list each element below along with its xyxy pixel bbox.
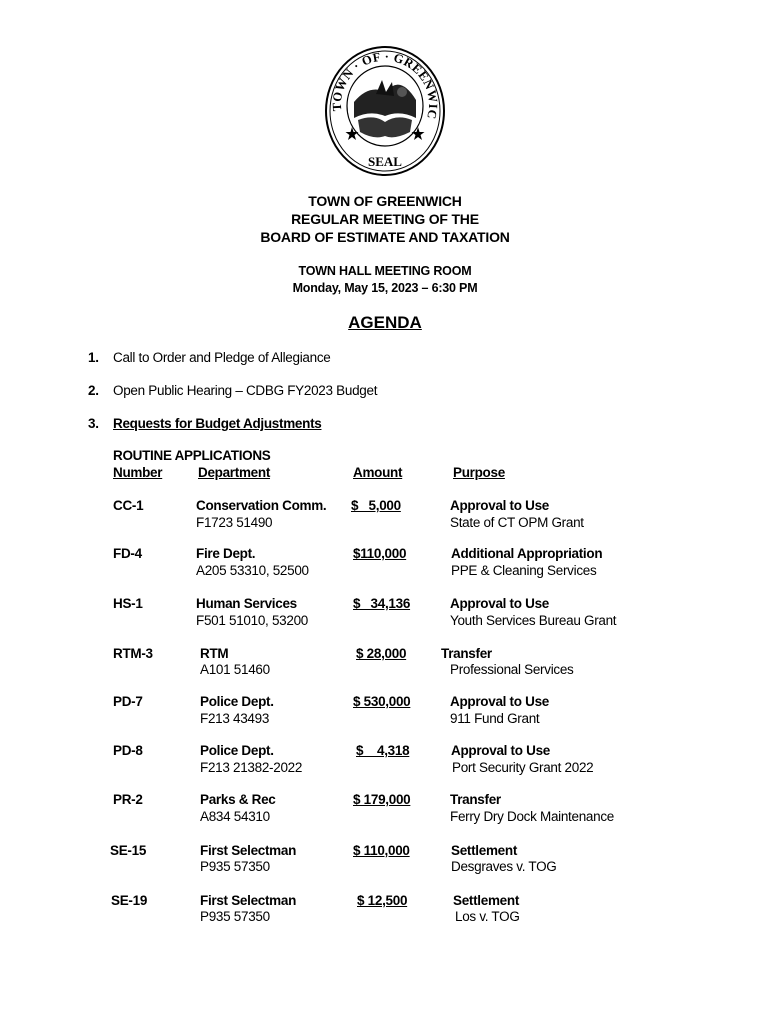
seal-icon	[324, 44, 446, 178]
row-purpose: Approval to Use	[450, 694, 550, 709]
header-line3: BOARD OF ESTIMATE AND TAXATION	[260, 229, 510, 245]
row-purpose: Additional Appropriation	[451, 546, 603, 561]
row-account: F213 21382-2022	[200, 760, 303, 775]
item-number: 2.	[88, 383, 99, 398]
row-purpose: Transfer	[441, 646, 492, 661]
row-number: SE-19	[111, 893, 148, 908]
agenda-title: AGENDA	[348, 313, 422, 332]
row-number: PD-8	[113, 743, 143, 758]
row-amount: $ 5,000	[351, 498, 401, 513]
row-detail: Youth Services Bureau Grant	[450, 613, 617, 628]
row-detail: Desgraves v. TOG	[451, 859, 557, 874]
row-number: PD-7	[113, 694, 143, 709]
row-detail: Port Security Grant 2022	[452, 760, 594, 775]
row-purpose: Transfer	[450, 792, 501, 807]
col-amount: Amount	[353, 465, 403, 480]
item-text: Call to Order and Pledge of Allegiance	[113, 350, 331, 365]
row-department: Conservation Comm.	[196, 498, 327, 513]
seal-ring-text: TOWN · OF · GREENWIC	[329, 49, 441, 121]
row-account: F213 43493	[200, 711, 270, 726]
row-department: Human Services	[196, 596, 297, 611]
seal-label: SEAL	[368, 154, 402, 169]
row-purpose: Settlement	[451, 843, 518, 858]
row-account: P935 57350	[200, 859, 270, 874]
row-number: FD-4	[113, 546, 142, 561]
row-account: A834 54310	[200, 809, 270, 824]
item-number: 3.	[88, 416, 99, 431]
header-line1: TOWN OF GREENWICH	[308, 193, 462, 209]
row-account: F1723 51490	[196, 515, 273, 530]
row-department: First Selectman	[200, 843, 297, 858]
row-amount: $ 110,000	[353, 843, 410, 858]
row-number: RTM-3	[113, 646, 153, 661]
row-amount: $ 179,000	[353, 792, 411, 807]
row-number: PR-2	[113, 792, 143, 807]
routine-title: ROUTINE APPLICATIONS	[113, 448, 271, 463]
row-detail: State of CT OPM Grant	[450, 515, 584, 530]
row-detail: Professional Services	[450, 662, 574, 677]
row-amount: $110,000	[353, 546, 407, 561]
row-amount: $ 12,500	[357, 893, 408, 908]
row-number: SE-15	[110, 843, 147, 858]
row-amount: $ 34,136	[353, 596, 411, 611]
row-purpose: Settlement	[453, 893, 520, 908]
row-account: A205 53310, 52500	[196, 563, 309, 578]
row-detail: 911 Fund Grant	[450, 711, 540, 726]
col-department: Department	[198, 465, 271, 480]
agenda-item-3	[88, 416, 321, 431]
meeting-location: TOWN HALL MEETING ROOM	[298, 264, 472, 278]
row-purpose: Approval to Use	[450, 498, 550, 513]
agenda-item-2	[88, 383, 377, 398]
item-number: 1.	[88, 350, 99, 365]
row-detail: Ferry Dry Dock Maintenance	[450, 809, 615, 824]
row-department: First Selectman	[200, 893, 297, 908]
row-amount: $ 28,000	[356, 646, 407, 661]
row-detail: Los v. TOG	[455, 909, 520, 924]
row-amount: $ 530,000	[353, 694, 411, 709]
agenda-item-1	[88, 350, 331, 365]
item-text: Requests for Budget Adjustments	[113, 416, 322, 431]
item-text: Open Public Hearing – CDBG FY2023 Budget	[113, 383, 378, 398]
row-account: P935 57350	[200, 909, 270, 924]
row-amount: $ 4,318	[356, 743, 410, 758]
row-department: RTM	[200, 646, 229, 661]
row-number: HS-1	[113, 596, 143, 611]
row-purpose: Approval to Use	[450, 596, 550, 611]
row-detail: PPE & Cleaning Services	[451, 563, 597, 578]
header-line2: REGULAR MEETING OF THE	[291, 211, 479, 227]
town-seal	[324, 44, 446, 178]
row-account: F501 51010, 53200	[196, 613, 309, 628]
row-number: CC-1	[113, 498, 144, 513]
col-purpose: Purpose	[453, 465, 505, 480]
row-department: Police Dept.	[200, 743, 274, 758]
meeting-datetime: Monday, May 15, 2023 – 6:30 PM	[292, 281, 478, 295]
col-number: Number	[113, 465, 163, 480]
row-purpose: Approval to Use	[451, 743, 551, 758]
row-department: Police Dept.	[200, 694, 274, 709]
row-account: A101 51460	[200, 662, 270, 677]
row-department: Fire Dept.	[196, 546, 256, 561]
row-department: Parks & Rec	[200, 792, 276, 807]
